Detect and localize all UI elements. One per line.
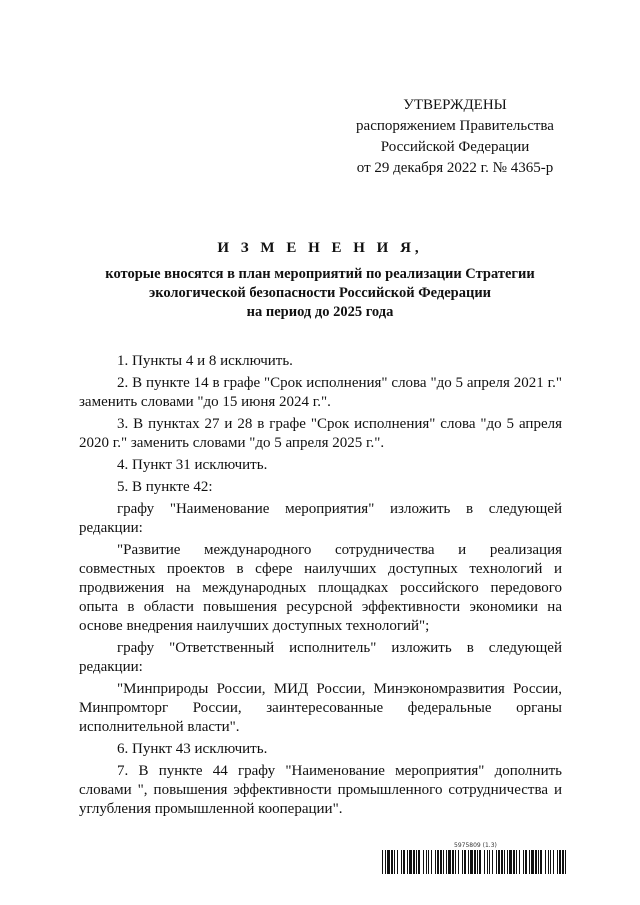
barcode-bar: [443, 850, 444, 874]
barcode-bar: [462, 850, 463, 874]
barcode-bar: [496, 850, 497, 874]
subtitle-line: экологической безопасности Российской Федерации: [148, 285, 492, 301]
barcode-bar: [540, 850, 542, 874]
barcode-bar: [431, 850, 432, 874]
barcode-bar: [407, 850, 408, 874]
barcode-bar: [409, 850, 412, 874]
paragraph-item-5-new-name: "Развитие международного сотрудничества и реализация совместных проектов в сфере наилучших доступных технологий и продвижения на международных площадках российского передового опыта в области повышения ресурсной эффективности экономики на основе внедрения наилучших доступных технологий";: [79, 542, 566, 634]
document-body: [79, 352, 566, 822]
barcode-bar: [523, 850, 524, 874]
barcode-bar: [426, 850, 427, 874]
barcode-bar: [507, 850, 508, 874]
barcode-bar: [484, 850, 485, 874]
barcode-bar: [529, 850, 530, 874]
paragraph-item-1: 1. Пункты 4 и 8 исключить.: [117, 353, 293, 369]
barcode-bar: [418, 850, 420, 874]
barcode-bar: [464, 850, 466, 874]
approval-stamp: [335, 95, 575, 179]
barcode-bar: [455, 850, 456, 874]
barcode-bar: [474, 850, 476, 874]
paragraph-item-5-column-name: графу "Наименование мероприятия" изложить в следующей редакции:: [79, 501, 566, 536]
barcode-number: 5975809 (1.3): [454, 842, 497, 849]
approval-authority-country: Российской Федерации: [380, 139, 530, 155]
barcode-bar: [525, 850, 527, 874]
barcode-bar: [413, 850, 415, 874]
paragraph-item-5-column-executor: графу "Ответственный исполнитель" изложить в следующей редакции:: [79, 640, 566, 675]
barcode-bar: [538, 850, 539, 874]
barcode-bar: [446, 850, 447, 874]
barcode-bar: [397, 850, 398, 874]
barcode-bar: [487, 850, 488, 874]
barcode-bar: [382, 850, 383, 874]
barcode-bar: [423, 850, 424, 874]
barcode-bar: [448, 850, 451, 874]
barcode-bar: [562, 850, 564, 874]
approval-authority: распоряжением Правительства: [356, 118, 554, 134]
paragraph-item-7: 7. В пункте 44 графу "Наименование мероприятия" дополнить словами ", повышения эффективности промышленного сотрудничества и углубления промышленной кооперации".: [79, 763, 566, 817]
barcode-bar: [565, 850, 566, 874]
barcode-bar: [435, 850, 436, 874]
barcode-bar: [385, 850, 386, 874]
barcode-bar: [401, 850, 402, 874]
barcode-bar: [553, 850, 554, 874]
barcode-bar: [519, 850, 520, 874]
paragraph-item-2: 2. В пункте 14 в графе "Срок исполнения" слова "до 5 апреля 2021 г." заменить словами "до 15 июня 2024 г.".: [79, 375, 566, 410]
barcode-bar: [501, 850, 503, 874]
paragraph-item-4: 4. Пункт 31 исключить.: [117, 457, 268, 473]
barcode-bar: [535, 850, 537, 874]
barcode-bar: [492, 850, 493, 874]
barcode-bar: [489, 850, 490, 874]
barcode-bar: [545, 850, 546, 874]
barcode-bar: [440, 850, 442, 874]
barcode-bar: [557, 850, 558, 874]
barcode-bar: [509, 850, 512, 874]
approval-date-number: от 29 декабря 2022 г. № 4365-р: [356, 160, 554, 176]
barcode-bar: [550, 850, 551, 874]
barcode-bar: [387, 850, 390, 874]
barcode-bar: [452, 850, 454, 874]
approval-heading: УТВЕРЖДЕНЫ: [403, 97, 507, 113]
document-subtitle: [0, 265, 640, 322]
barcode-bar: [403, 850, 405, 874]
barcode-bar: [504, 850, 505, 874]
barcode-bar: [548, 850, 549, 874]
paragraph-item-6: 6. Пункт 43 исключить.: [117, 741, 268, 757]
barcode-bar: [428, 850, 429, 874]
paragraph-item-5-new-executor: "Минприроды России, МИД России, Минэкономразвития России, Минпромторг России, заинтересованные федеральные органы исполнительной власти".: [79, 681, 566, 735]
barcode-bar: [498, 850, 500, 874]
barcode: [382, 842, 568, 874]
subtitle-line: на период до 2025 года: [246, 304, 394, 320]
barcode-bar: [416, 850, 417, 874]
barcode-bar: [516, 850, 517, 874]
barcode-bar: [470, 850, 473, 874]
subtitle-line: которые вносятся в план мероприятий по реализации Стратегии: [105, 266, 535, 282]
barcode-bar: [479, 850, 481, 874]
barcode-bar: [468, 850, 469, 874]
barcode-bar: [513, 850, 515, 874]
barcode-bar: [477, 850, 478, 874]
barcode-bar: [559, 850, 561, 874]
barcode-bar: [394, 850, 395, 874]
document-title: И З М Е Н Е Н И Я,: [217, 240, 423, 256]
barcode-bars: [382, 850, 568, 874]
barcode-bar: [391, 850, 393, 874]
barcode-bar: [458, 850, 459, 874]
paragraph-item-3: 3. В пунктах 27 и 28 в графе "Срок исполнения" слова "до 5 апреля 2020 г." заменить словами "до 5 апреля 2025 г.".: [79, 416, 566, 451]
barcode-bar: [437, 850, 439, 874]
barcode-bar: [531, 850, 534, 874]
paragraph-item-5: 5. В пункте 42:: [117, 479, 213, 495]
